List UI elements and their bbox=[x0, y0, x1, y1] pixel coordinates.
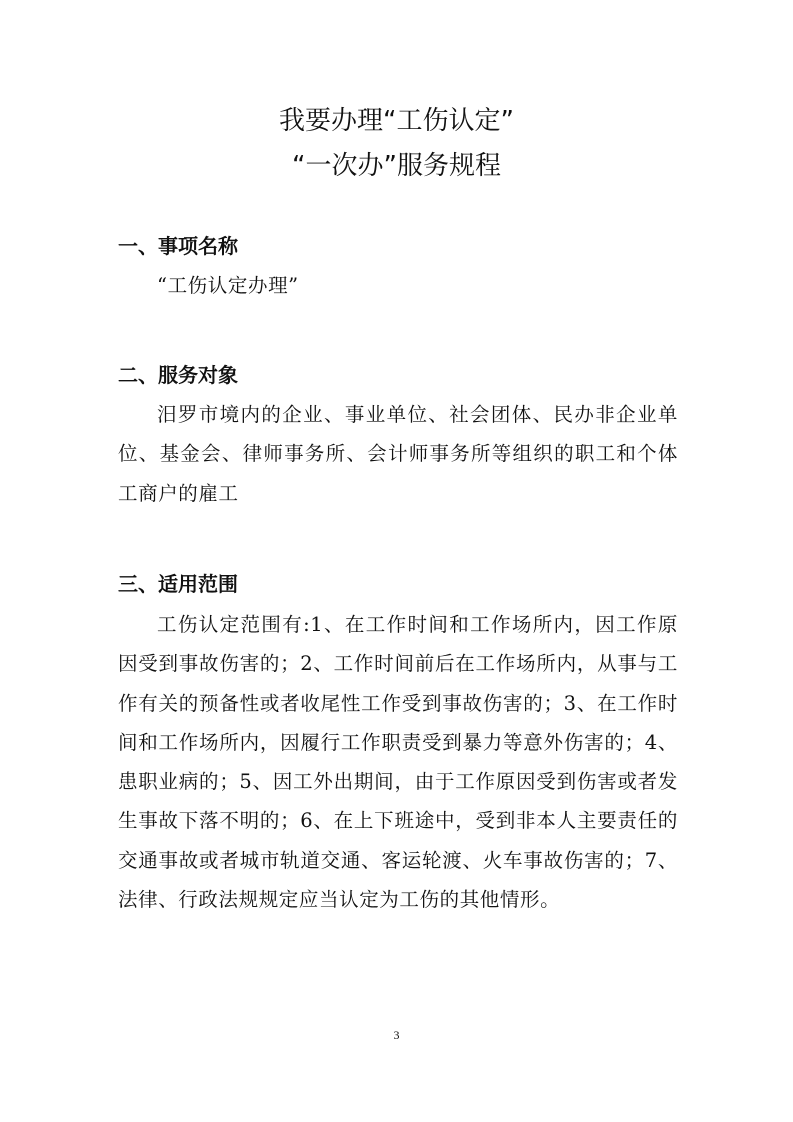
section-heading-scope: 三、适用范围 bbox=[118, 572, 238, 596]
section-body-scope: 工伤认定范围有:1、在工作时间和工作场所内，因工作原因受到事故伤害的；2、工作时间前后在工作场所内，从事与工作有关的预备性或者收尾性工作受到事故伤害的；3、在工作时间和工作场所内，因履行工作职责受到暴力等意外伤害的；4、患职业病的；5、因工外出期间，由于工作原因受到伤害或者发生事故下落不明的；6、在上下班途中，受到非本人主要责任的交通事故或者城市轨道交通、客运轮渡、火车事故伤害的；7、法律、行政法规规定应当认定为工伤的其他情形。 bbox=[118, 613, 678, 912]
section-body-item-name: “工伤认定办理” bbox=[157, 274, 299, 297]
document-title-line-2: “一次办”服务规程 bbox=[292, 151, 501, 181]
section-heading-item-name: 一、事项名称 bbox=[118, 234, 238, 258]
section-heading-service-target: 二、服务对象 bbox=[118, 363, 238, 387]
page-number: 3 bbox=[393, 1028, 400, 1042]
section-body-service-target: 汨罗市境内的企业、事业单位、社会团体、民办非企业单位、基金会、律师事务所、会计师事务所等组织的职工和个体工商户的雇工 bbox=[118, 403, 678, 505]
document-title-line-1: 我要办理“工伤认定” bbox=[279, 106, 514, 136]
